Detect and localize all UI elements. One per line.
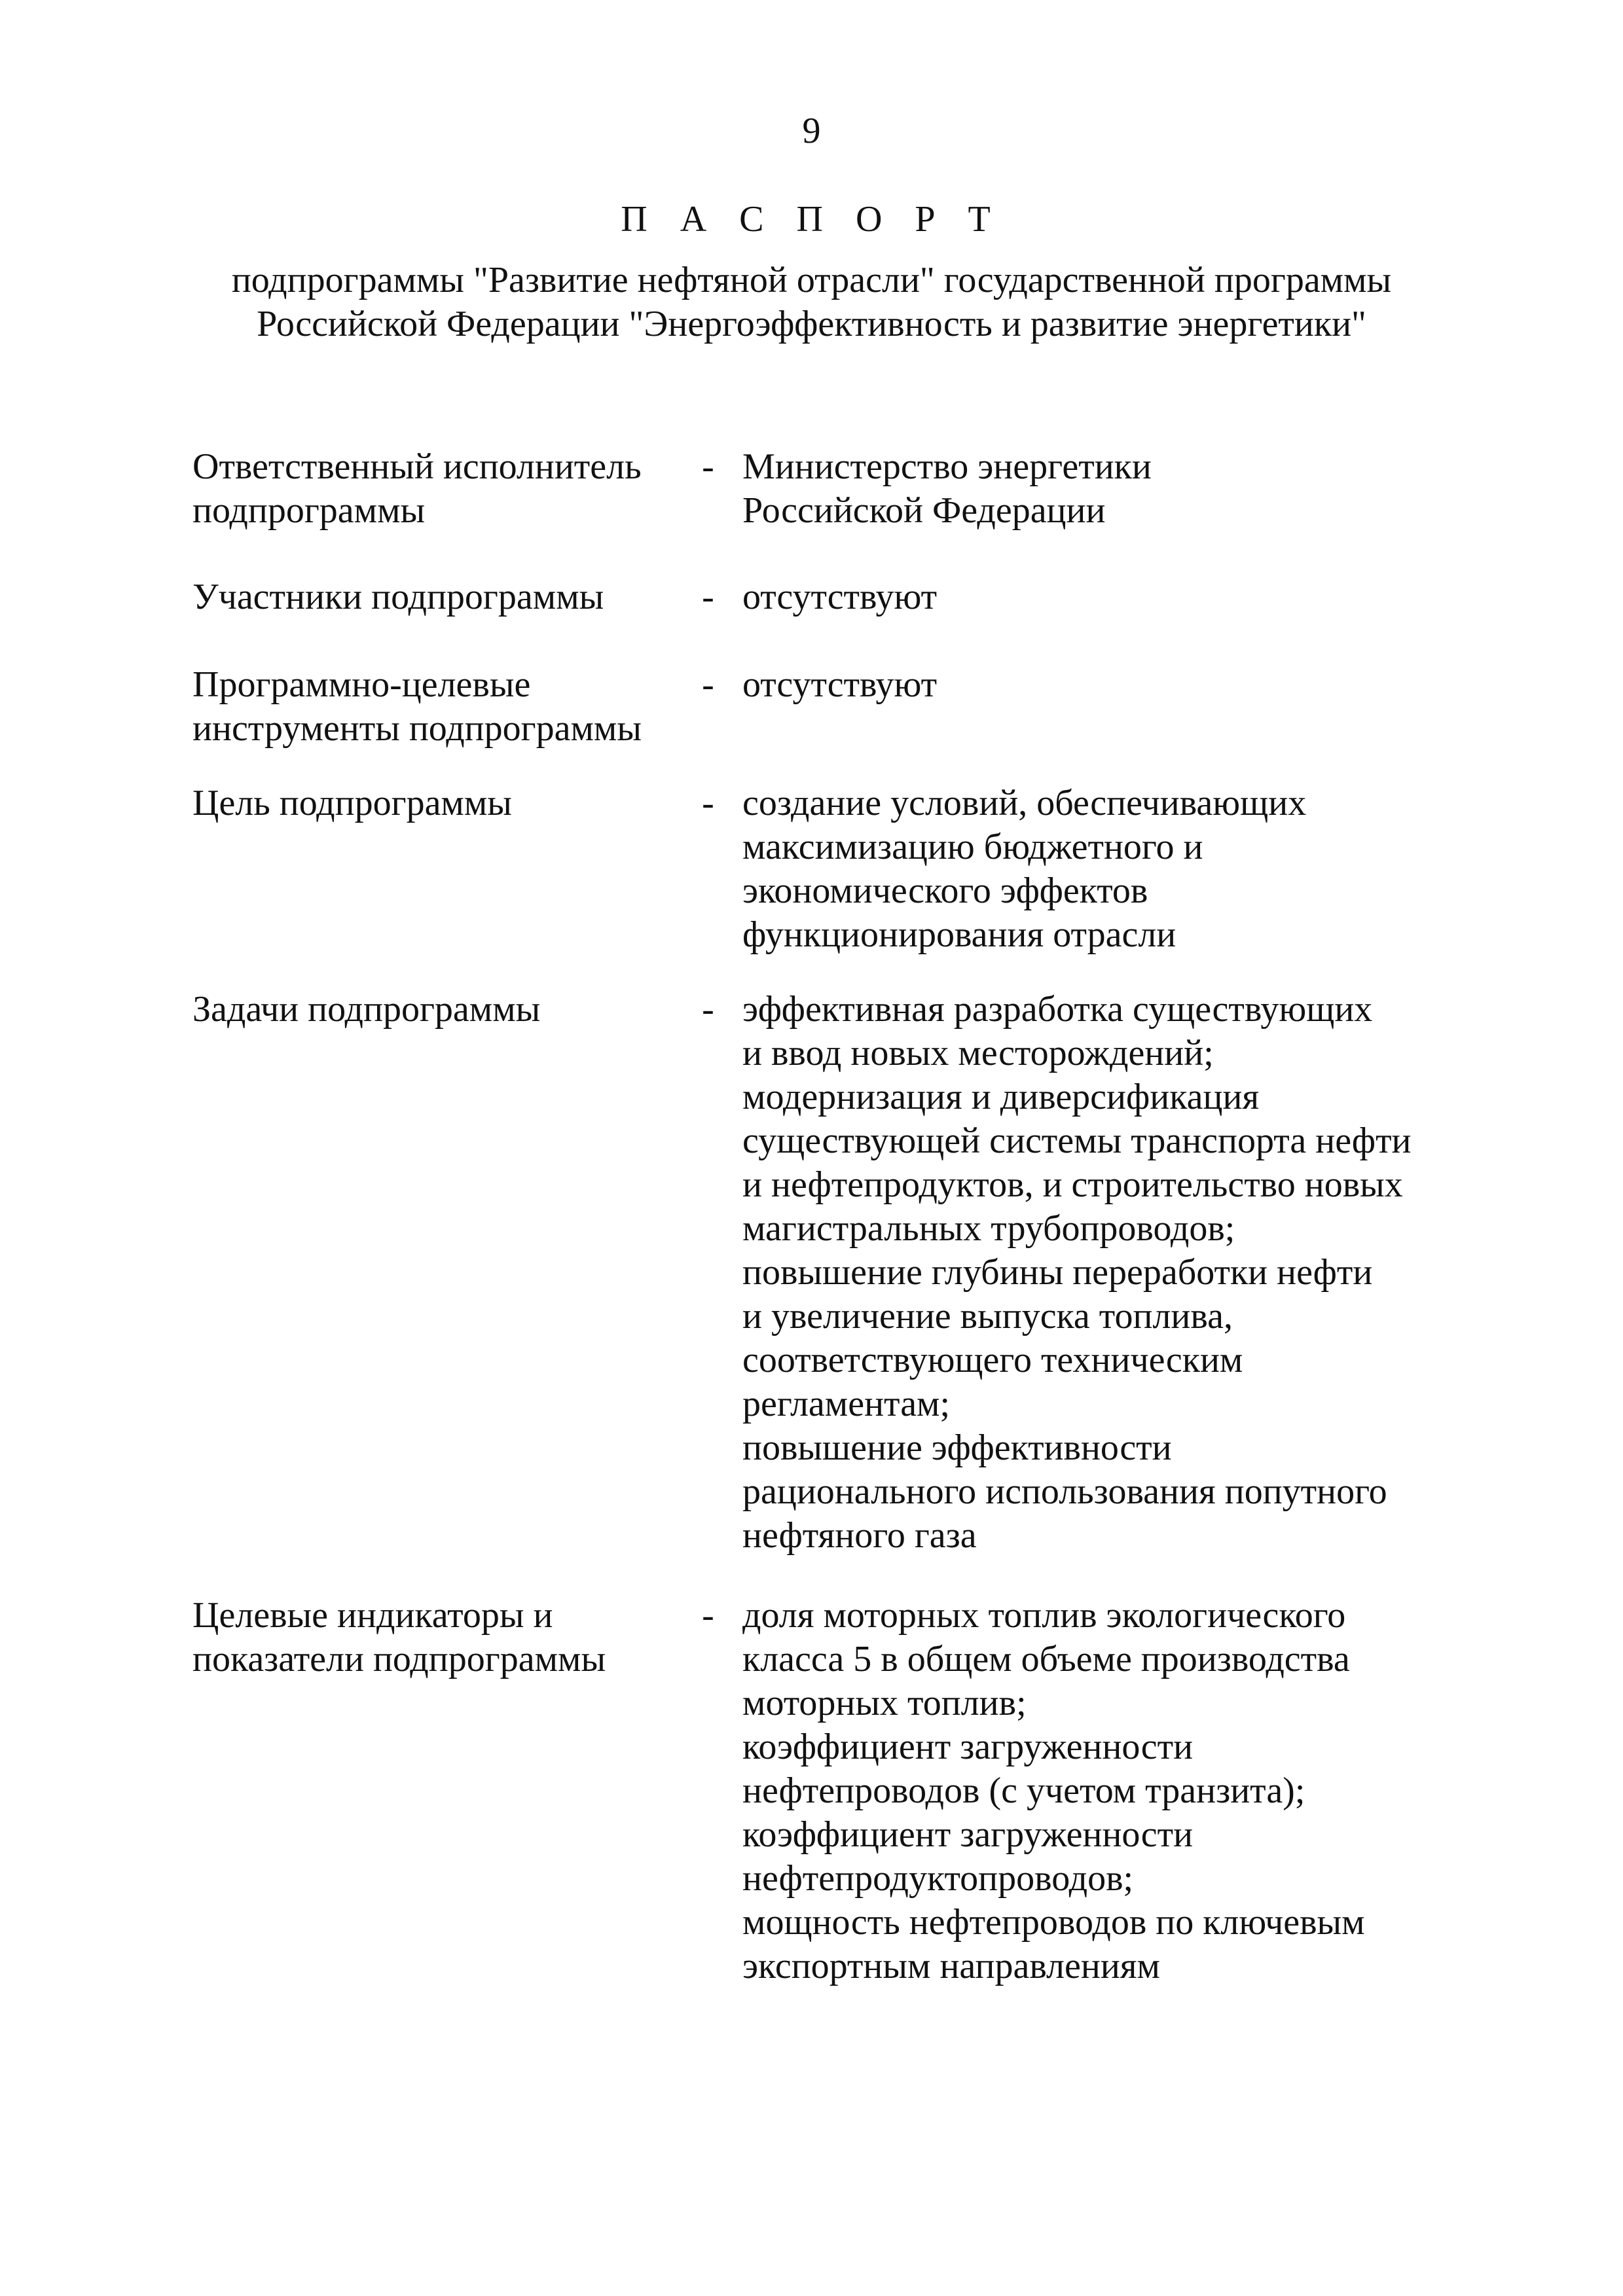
label-line: Задачи подпрограммы — [192, 989, 541, 1030]
value-line: регламентам; — [742, 1384, 951, 1424]
row-dash: - — [702, 783, 714, 823]
row-label — [192, 1594, 674, 1681]
label-line: Ответственный исполнитель — [192, 446, 642, 487]
row-label — [192, 988, 674, 1031]
value-line: и ввод новых месторождений; — [742, 1033, 1214, 1073]
document-subtitle — [0, 259, 1623, 346]
row-value — [742, 663, 1476, 707]
value-line: коэффициент загруженности — [742, 1814, 1194, 1855]
value-line: нефтепродуктопроводов; — [742, 1858, 1134, 1899]
passport-table — [192, 445, 1476, 1988]
row-label — [192, 781, 674, 825]
value-line: создание условий, обеспечивающих — [742, 783, 1307, 823]
row-value — [742, 1594, 1476, 1988]
label-line: подпрограммы — [192, 490, 426, 531]
label-line: Программно-целевые — [192, 664, 531, 705]
value-line: существующей системы транспорта нефти — [742, 1121, 1412, 1161]
row-dash: - — [702, 1595, 714, 1636]
passport-row-target-indicators — [192, 1594, 1476, 1988]
value-line: отсутствуют — [742, 577, 938, 617]
passport-row-responsible-executor — [192, 445, 1476, 533]
value-line: доля моторных топлив экологического — [742, 1595, 1346, 1636]
value-line: повышение эффективности — [742, 1427, 1172, 1468]
value-line: соответствующего техническим — [742, 1340, 1243, 1380]
passport-row-tasks — [192, 988, 1476, 1558]
label-line: инструменты подпрограммы — [192, 708, 642, 749]
row-value — [742, 781, 1476, 957]
value-line: нефтяного газа — [742, 1515, 977, 1556]
value-line: коэффициент загруженности — [742, 1727, 1194, 1767]
row-dash: - — [702, 577, 714, 617]
row-dash: - — [702, 989, 714, 1030]
passport-row-participants — [192, 575, 1476, 619]
value-line: класса 5 в общем объеме производства — [742, 1639, 1350, 1679]
row-label — [192, 663, 674, 751]
page-number: 9 — [802, 111, 821, 151]
row-dash: - — [702, 446, 714, 487]
passport-row-program-instruments — [192, 663, 1476, 751]
label-line: Цель подпрограммы — [192, 783, 512, 823]
row-label — [192, 575, 674, 619]
value-line: Российской Федерации — [742, 490, 1106, 531]
passport-row-goal — [192, 781, 1476, 957]
value-line: Министерство энергетики — [742, 446, 1152, 487]
row-dash: - — [702, 664, 714, 705]
value-line: максимизацию бюджетного и — [742, 827, 1203, 867]
value-line: рационального использования попутного — [742, 1471, 1387, 1512]
value-line: и нефтепродуктов, и строительство новых — [742, 1164, 1403, 1205]
value-line: повышение глубины переработки нефти — [742, 1252, 1373, 1293]
label-line: показатели подпрограммы — [192, 1639, 606, 1679]
row-value — [742, 988, 1476, 1558]
value-line: функционирования отрасли — [742, 914, 1176, 955]
row-value — [742, 575, 1476, 619]
value-line: магистральных трубопроводов; — [742, 1208, 1235, 1249]
label-line: Участники подпрограммы — [192, 577, 604, 617]
subtitle-line: Российской Федерации "Энергоэффективность и развитие энергетики" — [257, 304, 1366, 344]
value-line: отсутствуют — [742, 664, 938, 705]
value-line: эффективная разработка существующих — [742, 989, 1373, 1030]
value-line: модернизация и диверсификация — [742, 1077, 1260, 1117]
value-line: моторных топлив; — [742, 1683, 1027, 1723]
row-value — [742, 445, 1476, 533]
document-title: П А С П О Р Т — [621, 199, 1002, 240]
subtitle-line: подпрограммы "Развитие нефтяной отрасли" государственной программы — [231, 260, 1392, 300]
value-line: экспортным направлениям — [742, 1946, 1160, 1986]
row-label — [192, 445, 674, 533]
value-line: нефтепроводов (с учетом транзита); — [742, 1770, 1305, 1811]
value-line: и увеличение выпуска топлива, — [742, 1296, 1233, 1336]
value-line: экономического эффектов — [742, 870, 1148, 911]
value-line: мощность нефтепроводов по ключевым — [742, 1902, 1365, 1943]
label-line: Целевые индикаторы и — [192, 1595, 553, 1636]
